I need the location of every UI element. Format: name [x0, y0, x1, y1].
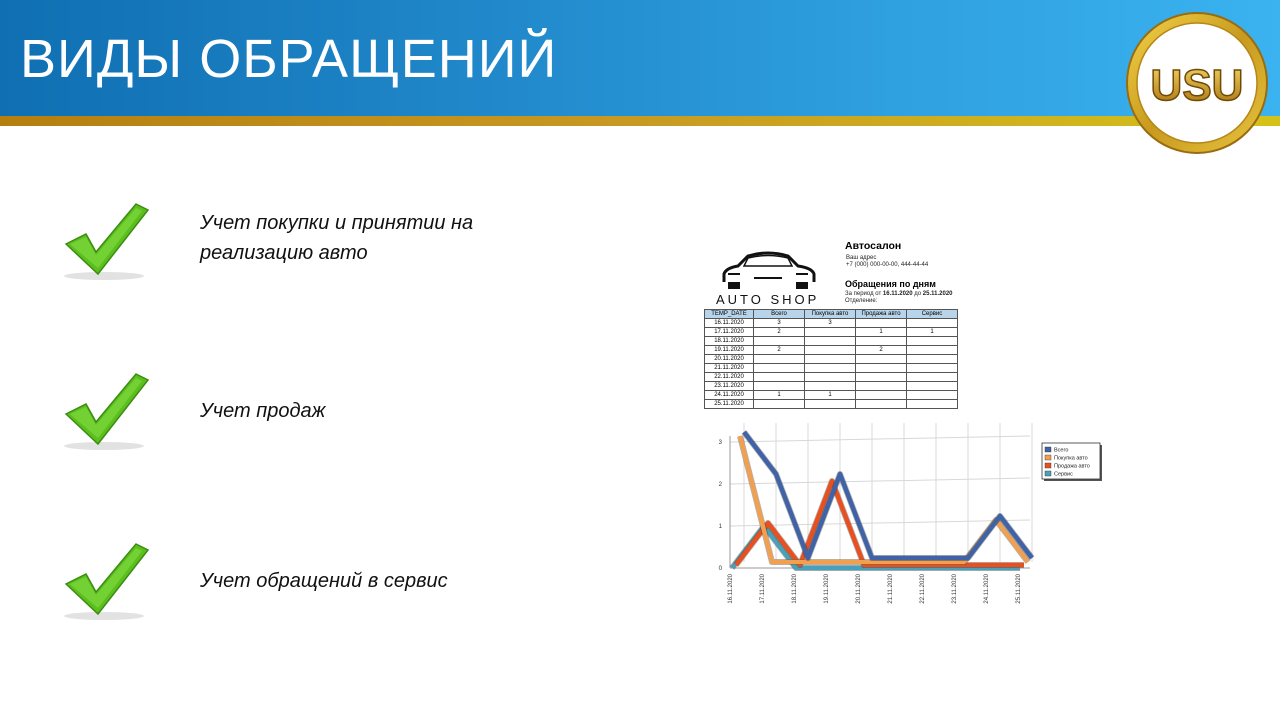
table-cell: 2 — [856, 346, 907, 355]
table-cell: 1 — [805, 391, 856, 400]
report-chart — [700, 421, 1120, 621]
table-cell: 1 — [907, 328, 958, 337]
legend-swatch — [1045, 471, 1051, 476]
table-cell — [907, 400, 958, 409]
legend-label: Покупка авто — [1054, 455, 1088, 462]
table-header-cell: Покупка авто — [805, 310, 856, 319]
y-tick-label: 1 — [718, 524, 722, 530]
bullet-item — [0, 540, 600, 630]
table-cell — [805, 355, 856, 364]
period-to: 25.11.2020 — [922, 291, 953, 297]
table-cell: 21.11.2020 — [705, 364, 754, 373]
table-row — [705, 364, 958, 373]
legend-swatch — [1045, 455, 1051, 460]
period-prefix: За период от — [845, 291, 882, 297]
report-period — [845, 291, 953, 297]
checkmark-icon — [56, 370, 152, 452]
table-cell — [907, 364, 958, 373]
x-tick-label: 16.11.2020 — [728, 574, 734, 604]
table-cell — [856, 391, 907, 400]
bullet-item — [0, 200, 600, 290]
report-title: Обращения по дням — [845, 279, 936, 289]
table-cell — [754, 400, 805, 409]
table-cell — [805, 328, 856, 337]
table-row — [705, 337, 958, 346]
table-cell — [856, 382, 907, 391]
table-cell: 18.11.2020 — [705, 337, 754, 346]
header-bar — [0, 0, 1280, 116]
table-row — [705, 355, 958, 364]
bullet-item — [0, 370, 600, 460]
report-address: Ваш адрес — [846, 255, 877, 261]
report-branch: Отделение: — [845, 298, 878, 304]
table-cell — [907, 355, 958, 364]
x-tick-label: 17.11.2020 — [760, 574, 766, 604]
x-tick-label: 18.11.2020 — [792, 574, 798, 604]
x-tick-label: 25.11.2020 — [1016, 574, 1022, 604]
table-cell: 2 — [754, 328, 805, 337]
table-cell — [856, 400, 907, 409]
legend-swatch — [1045, 463, 1051, 468]
table-cell — [856, 355, 907, 364]
x-tick-label: 24.11.2020 — [984, 574, 990, 604]
table-cell — [856, 337, 907, 346]
table-cell — [856, 373, 907, 382]
report-company: Автосалон — [845, 240, 902, 252]
table-cell — [907, 373, 958, 382]
checkmark-icon — [56, 200, 152, 282]
report-brand: AUTO SHOP — [716, 292, 820, 307]
report-screenshot — [700, 238, 1120, 618]
period-mid: до — [914, 291, 922, 297]
table-cell — [805, 382, 856, 391]
y-tick-label: 2 — [718, 482, 722, 488]
table-row — [705, 319, 958, 328]
table-cell — [856, 319, 907, 328]
table-cell — [805, 337, 856, 346]
x-tick-label: 21.11.2020 — [888, 574, 894, 604]
table-cell: 16.11.2020 — [705, 319, 754, 328]
header-accent-stripe — [0, 116, 1280, 126]
table-cell — [907, 382, 958, 391]
table-cell: 2 — [754, 346, 805, 355]
table-cell — [805, 373, 856, 382]
bullet-text: Учет обращений в сервис — [200, 570, 448, 592]
table-row — [705, 346, 958, 355]
table-header-cell: Сервис — [907, 310, 958, 319]
table-cell: 20.11.2020 — [705, 355, 754, 364]
table-cell: 25.11.2020 — [705, 400, 754, 409]
table-cell: 23.11.2020 — [705, 382, 754, 391]
period-from: 16.11.2020 — [882, 291, 913, 297]
slide-title: ВИДЫ ОБРАЩЕНИЙ — [20, 29, 558, 89]
table-row — [705, 373, 958, 382]
logo-text: USU — [1150, 61, 1244, 110]
table-cell — [754, 373, 805, 382]
table-cell: 3 — [754, 319, 805, 328]
car-logo-icon — [718, 248, 818, 290]
table-row — [705, 391, 958, 400]
x-tick-label: 22.11.2020 — [920, 574, 926, 604]
table-cell — [805, 346, 856, 355]
table-cell — [754, 382, 805, 391]
table-cell: 17.11.2020 — [705, 328, 754, 337]
series-shadow — [744, 432, 1032, 558]
y-tick-label: 3 — [718, 440, 722, 446]
table-cell: 19.11.2020 — [705, 346, 754, 355]
table-cell — [754, 355, 805, 364]
table-cell: 3 — [805, 319, 856, 328]
table-header-cell: Продажа авто — [856, 310, 907, 319]
table-cell — [907, 346, 958, 355]
table-header-cell: TEMP_DATE — [705, 310, 754, 319]
usu-logo — [1124, 10, 1270, 156]
table-cell — [805, 364, 856, 373]
table-cell — [754, 337, 805, 346]
x-tick-label: 23.11.2020 — [952, 574, 958, 604]
grid-line — [730, 436, 1030, 442]
table-cell — [907, 319, 958, 328]
y-tick-label: 0 — [718, 566, 722, 572]
table-cell — [856, 364, 907, 373]
legend-swatch — [1045, 447, 1051, 452]
table-cell: 22.11.2020 — [705, 373, 754, 382]
bullet-text: Учет покупки и принятии на реализацию авто — [200, 212, 474, 264]
legend-label: Всего — [1054, 447, 1069, 454]
bullet-text: Учет продаж — [200, 400, 326, 422]
grid-line — [730, 520, 1030, 526]
table-row — [705, 400, 958, 409]
x-tick-label: 19.11.2020 — [824, 574, 830, 604]
table-row — [705, 382, 958, 391]
legend-label: Сервис — [1054, 471, 1073, 478]
table-row — [705, 328, 958, 337]
table-header-cell: Всего — [754, 310, 805, 319]
table-cell — [907, 391, 958, 400]
report-table — [704, 309, 958, 409]
checkmark-icon — [56, 540, 152, 622]
table-cell — [754, 364, 805, 373]
table-cell — [805, 400, 856, 409]
table-cell: 1 — [754, 391, 805, 400]
table-cell: 24.11.2020 — [705, 391, 754, 400]
table-cell — [907, 337, 958, 346]
legend-label: Продажа авто — [1054, 463, 1090, 470]
report-phone: +7 (000) 000-00-00, 444-44-44 — [846, 262, 929, 268]
table-cell: 1 — [856, 328, 907, 337]
x-tick-label: 20.11.2020 — [856, 574, 862, 604]
